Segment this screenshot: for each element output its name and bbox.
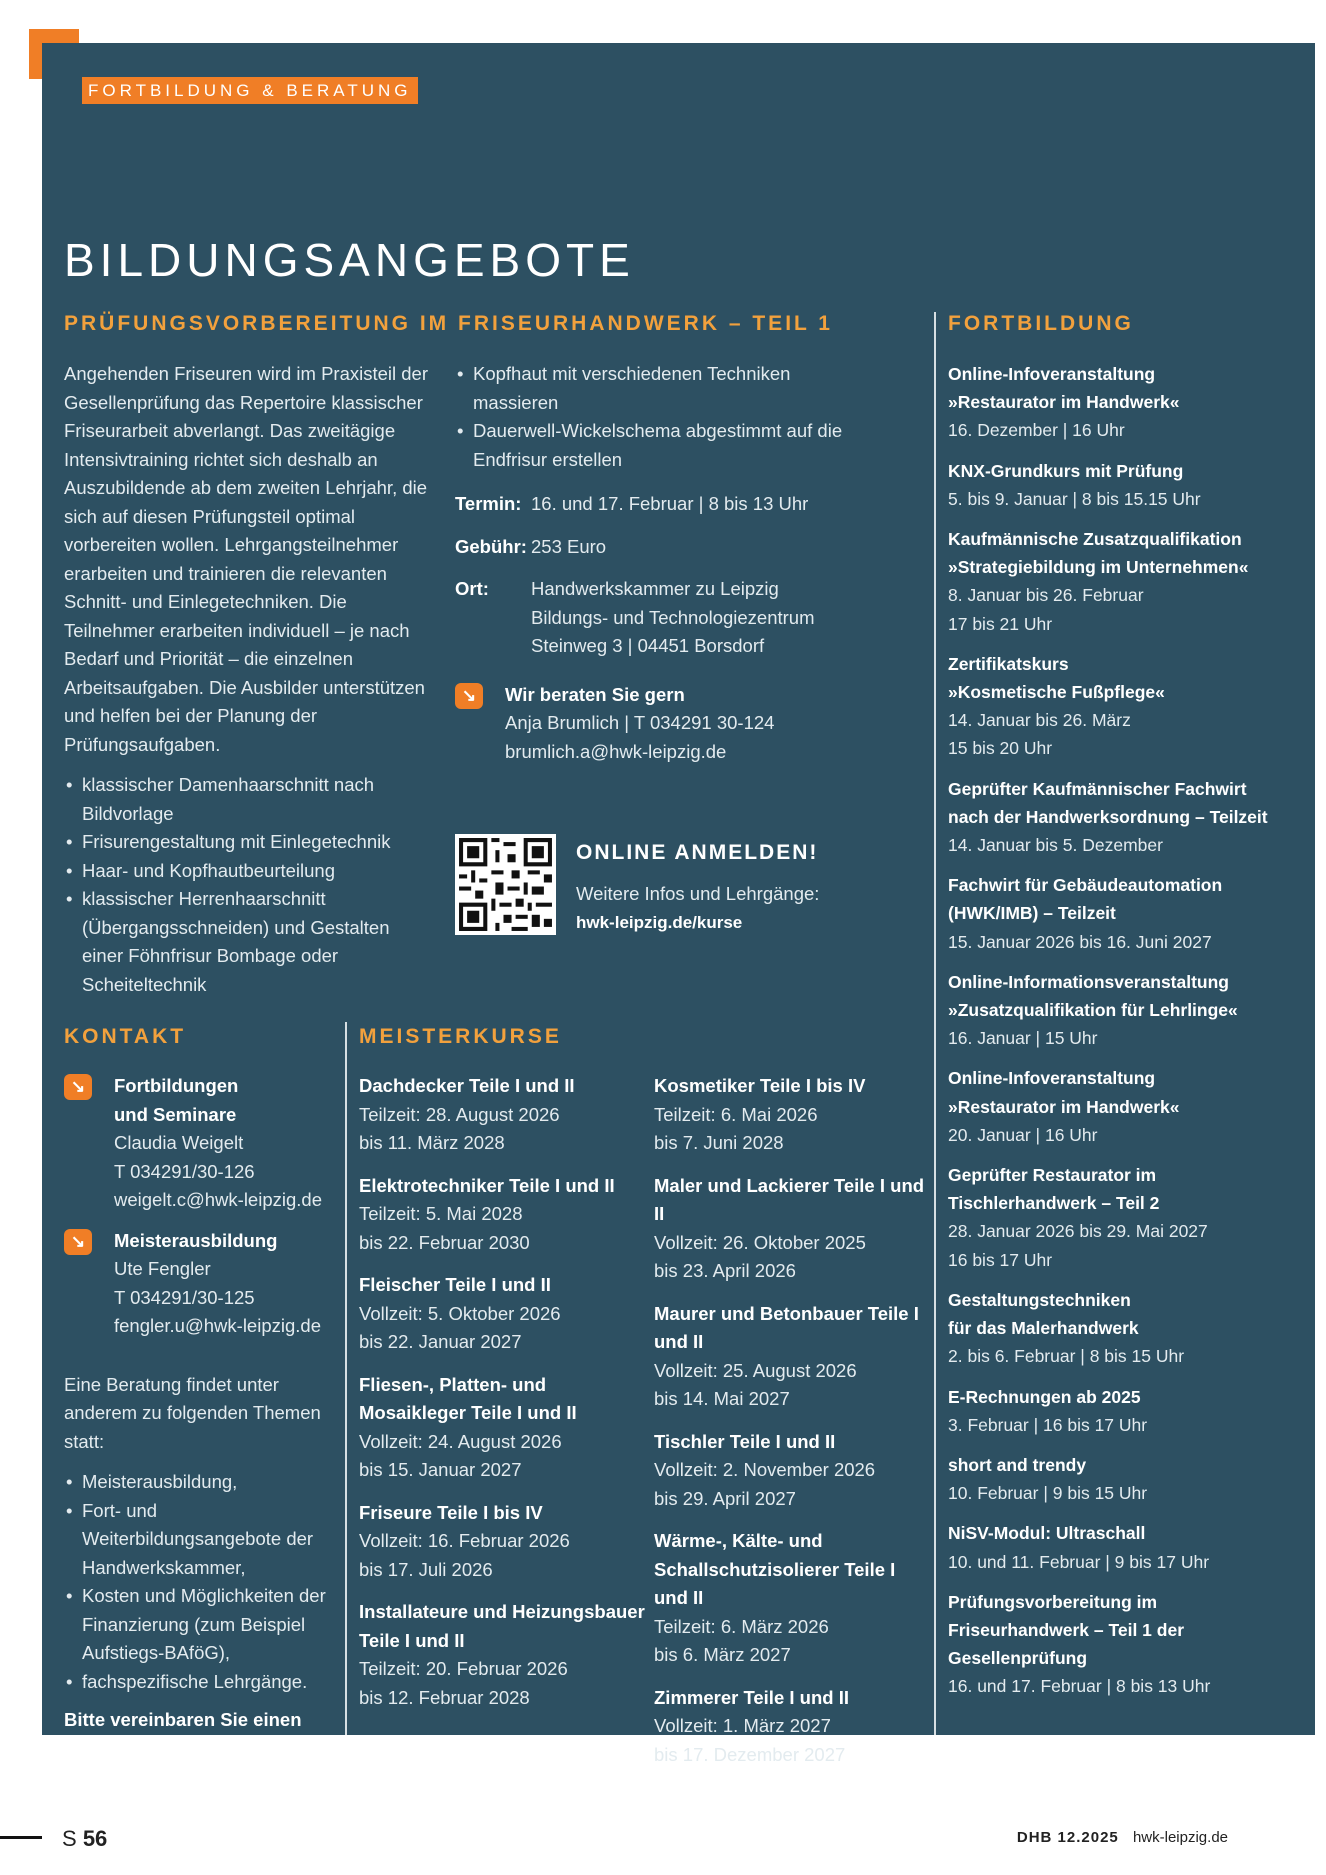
advice-title: Wir beraten Sie gern [505, 683, 685, 705]
gebuehr-label: Gebühr: [455, 535, 527, 557]
online-text: Weitere Infos und Lehrgänge: [576, 883, 820, 904]
meister-right [654, 1072, 930, 1769]
list-item: E-Rechnungen ab 2025 3. Februar | 16 bis 17 Uhr [948, 1386, 1148, 1435]
list-item: Zimmerer Teile I und II Vollzeit: 1. März 2027 bis 17. Dezember 2027 [654, 1686, 849, 1765]
list-item: Wärme-, Kälte- und Schallschutzisolierer Teile I und II Teilzeit: 6. März 2026 bis 6. März 2027 [654, 1530, 896, 1665]
list-item: • Fort- und Weiterbildungsangebote der Handwerkskammer, [64, 1497, 334, 1583]
list-item: Installateure und Heizungsbauer Teile I und II Teilzeit: 20. Februar 2026 bis 12. Februar 2028 [359, 1601, 645, 1708]
list-item: Maurer und Betonbauer Teile I und II Vollzeit: 25. August 2026 bis 14. Mai 2027 [654, 1302, 919, 1409]
list-item: Tischler Teile I und II Vollzeit: 2. November 2026 bis 29. April 2027 [654, 1430, 876, 1509]
kontakt-column [64, 1072, 334, 1763]
course-bullets-right [455, 360, 855, 474]
online-block [576, 840, 896, 937]
page-title: BILDUNGSANGEBOTE [64, 234, 635, 286]
list-item: • fachspezifische Lehrgänge. [64, 1668, 334, 1697]
footer-issue: DHB 12.2025 hwk-leipzig.de [1016, 1829, 1228, 1846]
page-number: S 56 [62, 1826, 108, 1851]
list-item: • Meisterausbildung, [64, 1468, 334, 1497]
list-item: Dachdecker Teile I und II Teilzeit: 28. August 2026 bis 11. März 2028 [359, 1075, 575, 1153]
list-item: Prüfungsvorbereitung im Friseurhandwerk – Teil 1 der Gesellenprüfung 16. und 17. Februar | 8 bis 13 Uhr [948, 1591, 1211, 1697]
course-bullets-left [64, 771, 434, 999]
meister-heading: MEISTERKURSE [359, 1025, 562, 1048]
list-item: Elektrotechniker Teile I und II Teilzeit: 5. Mai 2028 bis 22. Februar 2030 [359, 1174, 615, 1253]
list-item: Geprüfter Kaufmännischer Fachwirt nach der Handwerksordnung – Teilzeit 14. Januar bis 5. Dezember [948, 778, 1268, 856]
termin-label: Termin: [455, 493, 522, 514]
list-item: Kaufmännische Zusatzqualifikation »Strategiebildung im Unternehmen« 8. Januar bis 26. Februar 17 bis 21 Uhr [948, 529, 1249, 634]
arrow-icon: ↘ [64, 1229, 92, 1255]
ort-label: Ort: [455, 578, 489, 599]
advice-contact: Anja Brumlich | T 034291 30-124 [505, 712, 775, 733]
list-item: Online-Informationsveranstaltung »Zusatzqualifikation für Lehrlinge« 16. Januar | 15 Uhr [948, 971, 1238, 1049]
list-item: KNX-Grundkurs mit Prüfung 5. bis 9. Januar | 8 bis 15.15 Uhr [948, 460, 1201, 509]
gebuehr-row [455, 533, 855, 562]
course-left [64, 360, 434, 999]
list-item: Friseure Teile I bis IV Vollzeit: 16. Februar 2026 bis 17. Juli 2026 [359, 1501, 570, 1580]
kontakt-topics [64, 1468, 334, 1696]
divider-kontakt [345, 1022, 347, 1735]
ort-row [455, 575, 855, 661]
arrow-icon: ↘ [455, 683, 483, 709]
list-item: • klassischer Damenhaarschnitt nach Bildvorlage [64, 771, 434, 828]
fortbildung-column [948, 360, 1268, 1701]
ort-value: Handwerkskammer zu Leipzig Bildungs- und Technologiezentrum Steinweg 3 | 04451 Borsdorf [531, 578, 815, 656]
gebuehr-value: 253 Euro [531, 535, 607, 557]
course-heading: PRÜFUNGSVORBEREITUNG IM FRISEURHANDWERK – TEIL 1 [64, 312, 833, 335]
list-item: Fachwirt für Gebäudeautomation (HWK/IMB) – Teilzeit 15. Januar 2026 bis 16. Juni 2027 [948, 875, 1223, 952]
divider-right [934, 312, 936, 1735]
kontakt-heading: KONTAKT [64, 1025, 187, 1048]
list-item: • Kosten und Möglichkeiten der Finanzierung (zum Beispiel Aufstiegs-BAföG), [64, 1582, 334, 1668]
list-item: NiSV-Modul: Ultraschall 10. und 11. Februar | 9 bis 17 Uhr [948, 1523, 1210, 1572]
list-item: Fliesen-, Platten- und Mosaikleger Teile I und II Vollzeit: 24. August 2026 bis 15. Januar 2027 [359, 1373, 577, 1480]
list-item: Maler und Lackierer Teile I und II Vollzeit: 26. Oktober 2025 bis 23. April 2026 [654, 1174, 925, 1281]
section-badge: FORTBILDUNG & BERATUNG [82, 77, 418, 104]
arrow-icon: ↘ [64, 1074, 92, 1100]
footer-rule [0, 1836, 42, 1839]
termin-row [455, 490, 855, 519]
termin-value: 16. und 17. Februar | 8 bis 13 Uhr [531, 493, 809, 514]
list-item: Zertifikatskurs »Kosmetische Fußpflege« 14. Januar bis 26. März 15 bis 20 Uhr [948, 653, 1165, 759]
list-item: Online-Infoveranstaltung »Restaurator im Handwerk« 16. Dezember | 16 Uhr [948, 364, 1180, 441]
list-item: • klassischer Herrenhaarschnitt (Übergangsschneiden) und Gestalten einer Föhnfrisur Bombage oder Scheiteltechnik [64, 885, 434, 999]
advice-email[interactable]: brumlich.a@hwk-leipzig.de [505, 740, 727, 762]
list-item: Gestaltungstechniken für das Malerhandwerk 2. bis 6. Februar | 8 bis 15 Uhr [948, 1289, 1185, 1367]
online-url[interactable]: hwk-leipzig.de/kurse [576, 912, 743, 932]
kontakt-intro: Eine Beratung findet unter anderem zu folgenden Themen statt: [64, 1373, 321, 1452]
online-title: ONLINE ANMELDEN! [576, 841, 819, 864]
advice-block [455, 681, 855, 767]
qr-code-icon[interactable] [455, 834, 556, 935]
list-item: • Kopfhaut mit verschiedenen Techniken massieren [455, 360, 855, 417]
course-right [455, 360, 855, 766]
fortbildung-heading: FORTBILDUNG [948, 312, 1134, 335]
list-item: Geprüfter Restaurator im Tischlerhandwerk – Teil 2 28. Januar 2026 bis 29. Mai 2027 16 bis 17 Uhr [948, 1165, 1208, 1270]
list-item: • Dauerwell-Wickelschema abgestimmt auf die Endfrisur erstellen [455, 417, 855, 474]
contact-card: ↘ Meisterausbildung Ute Fengler T 034291/30-125 fengler.u@hwk-leipzig.de [64, 1227, 334, 1341]
list-item: • Frisurengestaltung mit Einlegetechnik [64, 828, 434, 857]
list-item: Fleischer Teile I und II Vollzeit: 5. Oktober 2026 bis 22. Januar 2027 [359, 1274, 561, 1352]
list-item: Online-Infoveranstaltung »Restaurator im Handwerk« 20. Januar | 16 Uhr [948, 1068, 1180, 1145]
meister-left [359, 1072, 649, 1712]
list-item: Kosmetiker Teile I bis IV Teilzeit: 6. Mai 2026 bis 7. Juni 2028 [654, 1075, 866, 1153]
kontakt-closing: Bitte vereinbaren Sie einen individuellen Termin. [64, 1709, 302, 1759]
contact-card: ↘ Fortbildungen und Seminare Claudia Weigelt T 034291/30-126 weigelt.c@hwk-leipzig.de [64, 1072, 334, 1215]
list-item: • Haar- und Kopfhautbeurteilung [64, 857, 434, 886]
list-item: short and trendy 10. Februar | 9 bis 15 Uhr [948, 1454, 1148, 1504]
course-intro: Angehenden Friseuren wird im Praxisteil der Gesellenprüfung das Repertoire klassischer Friseurarbeit abverlangt. Das zweitägige Intensivtraining richtet sich deshalb an Auszubildende ab dem zweiten Lehrjahr, die sich auf diesen Prüfungsteil optimal vorbereiten wollen. Lehrgangsteilnehmer erarbeiten und trainieren die relevanten Schnitt- und Einlegetechniken. Die Teilnehmer erarbeiten individuell – je nach Bedarf und Priorität – die einzelnen Arbeitsaufgaben. Die Ausbilder unterstützen und helfen bei der Planung der Prüfungsaufgaben. [64, 363, 429, 755]
